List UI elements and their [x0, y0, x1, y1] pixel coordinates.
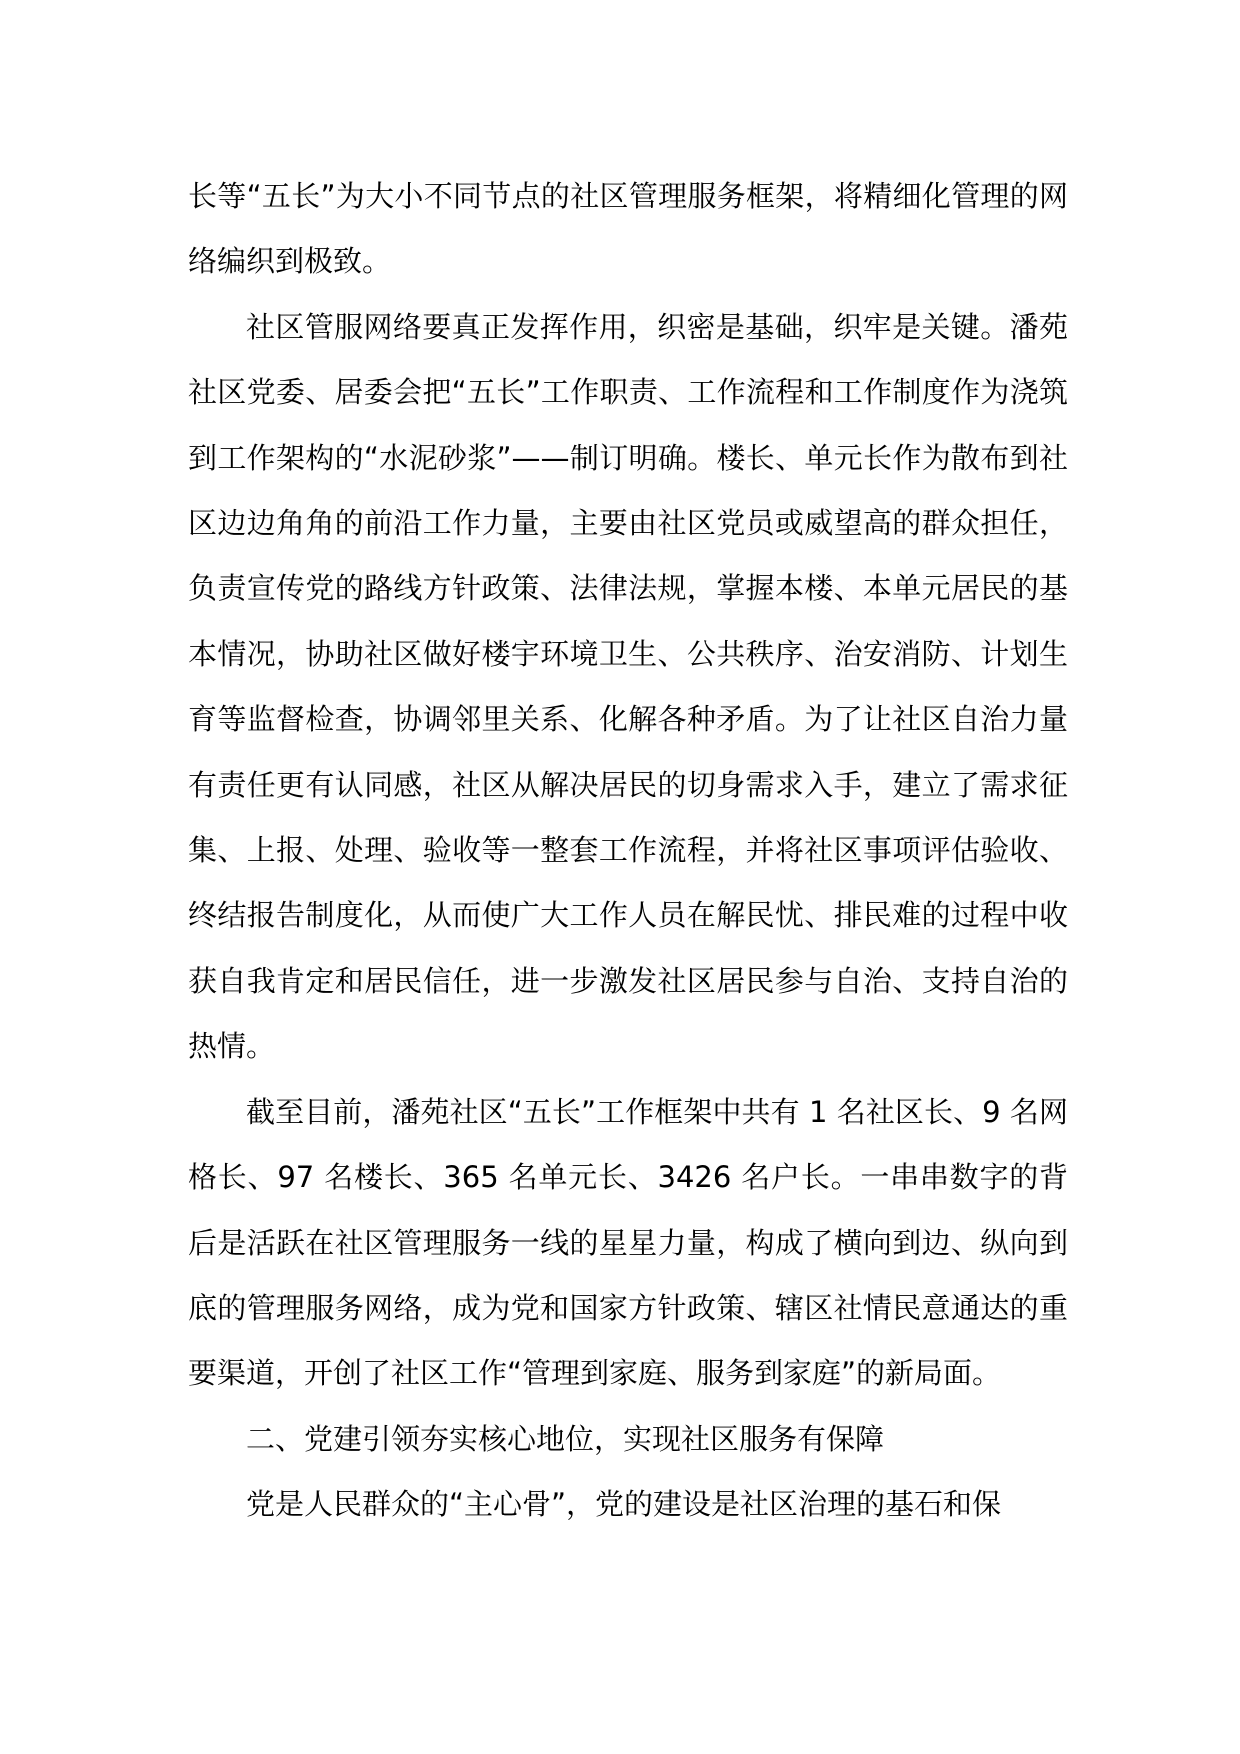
paragraph-continuation: 长等“五长”为大小不同节点的社区管理服务框架，将精细化管理的网络编织到极致。	[188, 179, 1068, 279]
paragraph-five-leaders-count: 截至目前，潘苑社区“五长”工作框架中共有 1 名社区长、9 名网格长、97 名楼长、365 名单元长、3426 名户长。一串串数字的背后是活跃在社区管理服务一线的星星力量，构成了横向到边、纵向到底的管理服务网络，成为党和国家方针政策、辖区社情民意通达的重要渠道，开创了社区工作“管理到家庭、服务到家庭”的新局面。	[188, 1094, 1068, 1391]
paragraph-party-core: 党是人民群众的“主心骨”，党的建设是社区治理的基石和保	[246, 1487, 1002, 1522]
paragraph-network-weaving: 社区管服网络要真正发挥作用，织密是基础，织牢是关键。潘苑社区党委、居委会把“五长”工作职责、工作流程和工作制度作为浇筑到工作架构的“水泥砂浆”——制订明确。楼长、单元长作为散布到社区边边角角的前沿工作力量，主要由社区党员或威望高的群众担任，负责宣传党的路线方针政策、法律法规，掌握本楼、本单元居民的基本情况，协助社区做好楼宇环境卫生、公共秩序、治安消防、计划生育等监督检查，协调邻里关系、化解各种矛盾。为了让社区自治力量有责任更有认同感，社区从解决居民的切身需求入手，建立了需求征集、上报、处理、验收等一整套工作流程，并将社区事项评估验收、终结报告制度化，从而使广大工作人员在解民忧、排民难的过程中收获自我肯定和居民信任，进一步激发社区居民参与自治、支持自治的热情。	[188, 309, 1068, 1064]
section-heading-party-building: 二、党建引领夯实核心地位，实现社区服务有保障	[246, 1421, 885, 1456]
document-page	[188, 164, 1068, 1538]
